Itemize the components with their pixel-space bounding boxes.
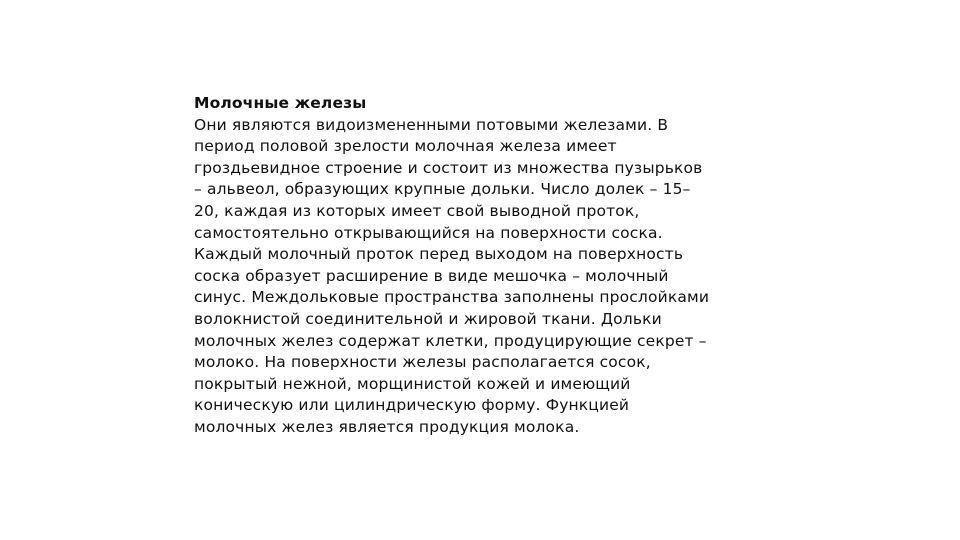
body-line: соска образует расширение в виде мешочка – молочный — [194, 266, 669, 285]
body-line: молочных желез содержат клетки, продуцирующие секрет – — [194, 331, 707, 350]
text-block — [194, 93, 784, 439]
body-line: волокнистой соединительной и жировой ткани. Дольки — [194, 309, 662, 328]
body-line: Каждый молочный проток перед выходом на поверхность — [194, 245, 684, 264]
body-line: 20, каждая из которых имеет свой выводной проток, — [194, 201, 640, 220]
body-line: коническую или цилиндрическую форму. Функцией — [194, 396, 630, 415]
body-line: самостоятельно открывающийся на поверхности соска. — [194, 223, 663, 242]
body-line: синус. Междольковые пространства заполнены прослойками — [194, 288, 710, 307]
slide-title: Молочные железы — [194, 94, 367, 112]
body-line: гроздьевидное строение и состоит из множества пузырьков — [194, 158, 703, 177]
body-line: молоко. На поверхности железы располагается сосок, — [194, 353, 651, 372]
body-line: молочных желез является продукция молока. — [194, 417, 580, 436]
body-line: период половой зрелости молочная железа имеет — [194, 137, 617, 156]
body-line: Они являются видоизмененными потовыми железами. В — [194, 115, 669, 134]
body-line: – альвеол, образующих крупные дольки. Число долек – 15– — [194, 180, 691, 199]
body-line: покрытый нежной, морщинистой кожей и имеющий — [194, 374, 631, 393]
